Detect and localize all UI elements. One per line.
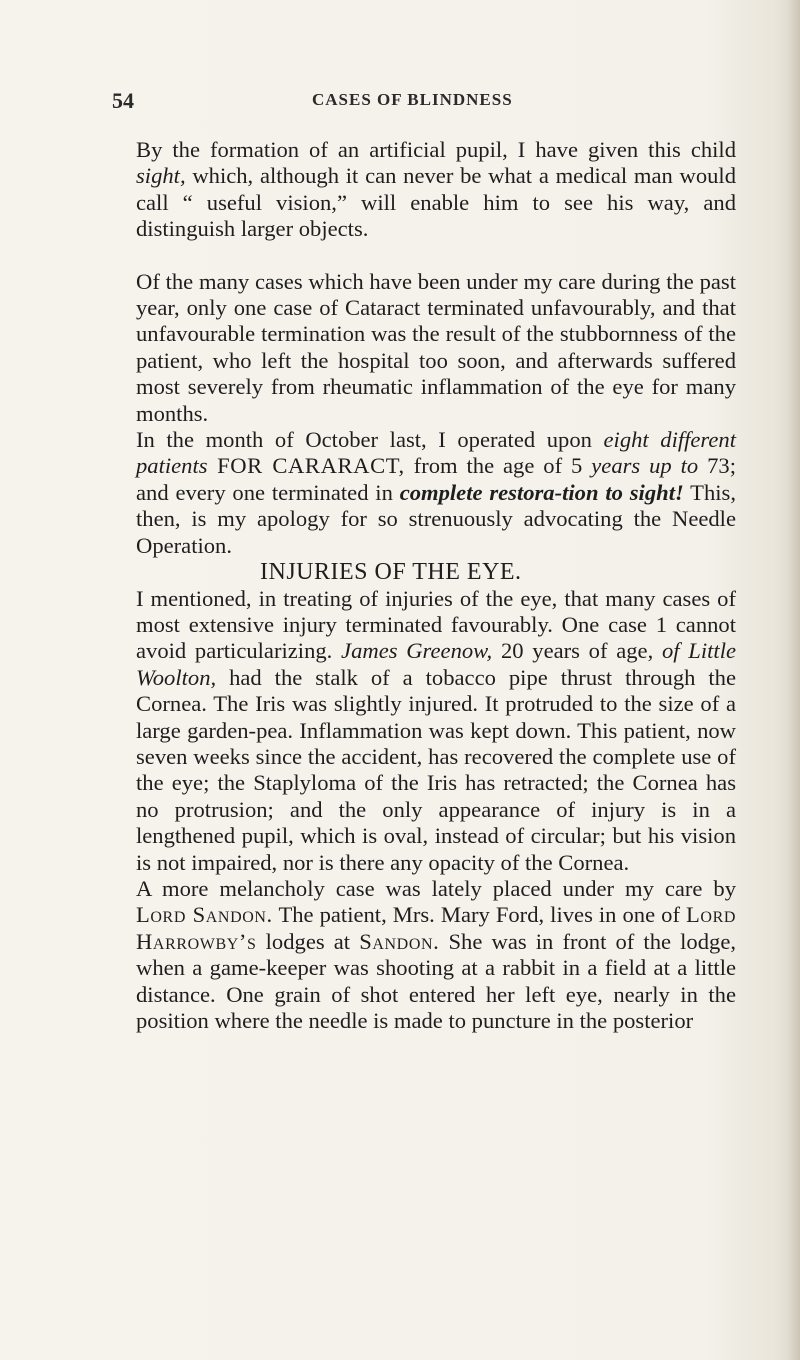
text-run: lodges at [256,928,360,954]
text-run: which, although it can never be what a medical man would call “ useful vision,” will enable him to see his way, and distinguish larger objects. [136,163,736,242]
page-number: 54 [112,88,134,113]
body-text [136,137,736,1034]
text-run: By the formation of an artificial pupil, I have given this child [136,137,736,162]
small-caps-text: Sandon. [359,928,440,954]
text-run: A more melancholy case was lately placed under my care by [136,875,736,901]
text-run: Of the many cases which have been under my care during the past year, only one case of Cataract terminated unfavourably, and that unfavourable termination was the result of the stubbornness of the patient, who left the hospital too soon, and afterwards suffered most severely from rheumatic inflammation of the eye for many months. [136,268,736,426]
page-edge-shadow [788,0,800,1360]
running-head: CASES OF BLINDNESS [312,90,513,109]
italic-text: of Little Woolton, [136,638,736,690]
text-run: In the month of October last, I operated upon [136,427,604,453]
paragraph-injury-greenow [136,586,736,876]
text-run: I mentioned, in treating of injuries of the eye, that many cases of most extensive injury terminated favourably. One case 1 cannot avoid particularizing. [136,585,736,664]
paragraph-october-operations [136,427,736,559]
bold-italic-text: complete restora-tion to sight! [399,479,684,505]
small-caps-text: FOR CARARACT, [207,453,405,479]
paragraph-mary-ford [136,876,736,1034]
text-run: This, then, is my apology for so strenuously advocating the Needle Operation. [136,479,736,558]
italic-text: sight, [136,163,186,189]
italic-text: years up to [591,453,699,479]
text-run: had the stalk of a tobacco pipe thrust through the Cornea. The Iris was slightly injured. It protruded to the size of a large garden-pea. Inflammation was kept down. This patient, now seven weeks since the accident, has recovered the complete use of the eye; the Staplyloma of the Iris has retracted; the Cornea has no protrusion; and the only appearance of injury is in a lengthened pupil, which is oval, instead of circular; but his vision is not impaired, nor is there any opacity of the Cornea. [136,664,736,875]
text-run: The patient, Mrs. Mary Ford, lives in one of [272,902,687,928]
italic-text: James Greenow, [341,638,493,664]
paragraph-cataract-cases [136,269,736,427]
paragraph-artificial-pupil [136,137,736,243]
section-heading: INJURIES OF THE EYE. [260,559,522,586]
text-run: She was in front of the lodge, when a game-keeper was shooting at a rabbit in a field at a little distance. One grain of shot entered her left eye, nearly in the position where the needle is made to puncture in the posterior [136,928,736,1033]
page-header [112,88,732,112]
text-run: 20 years of age, [492,638,662,664]
small-caps-text: Lord Harrowby’s [136,902,736,954]
text-run: 73; and every one terminated in [136,453,737,505]
text-run: from the age of 5 [404,453,592,479]
small-caps-text: Lord Sandon. [136,902,273,928]
italic-text: eight different patients [136,427,736,479]
